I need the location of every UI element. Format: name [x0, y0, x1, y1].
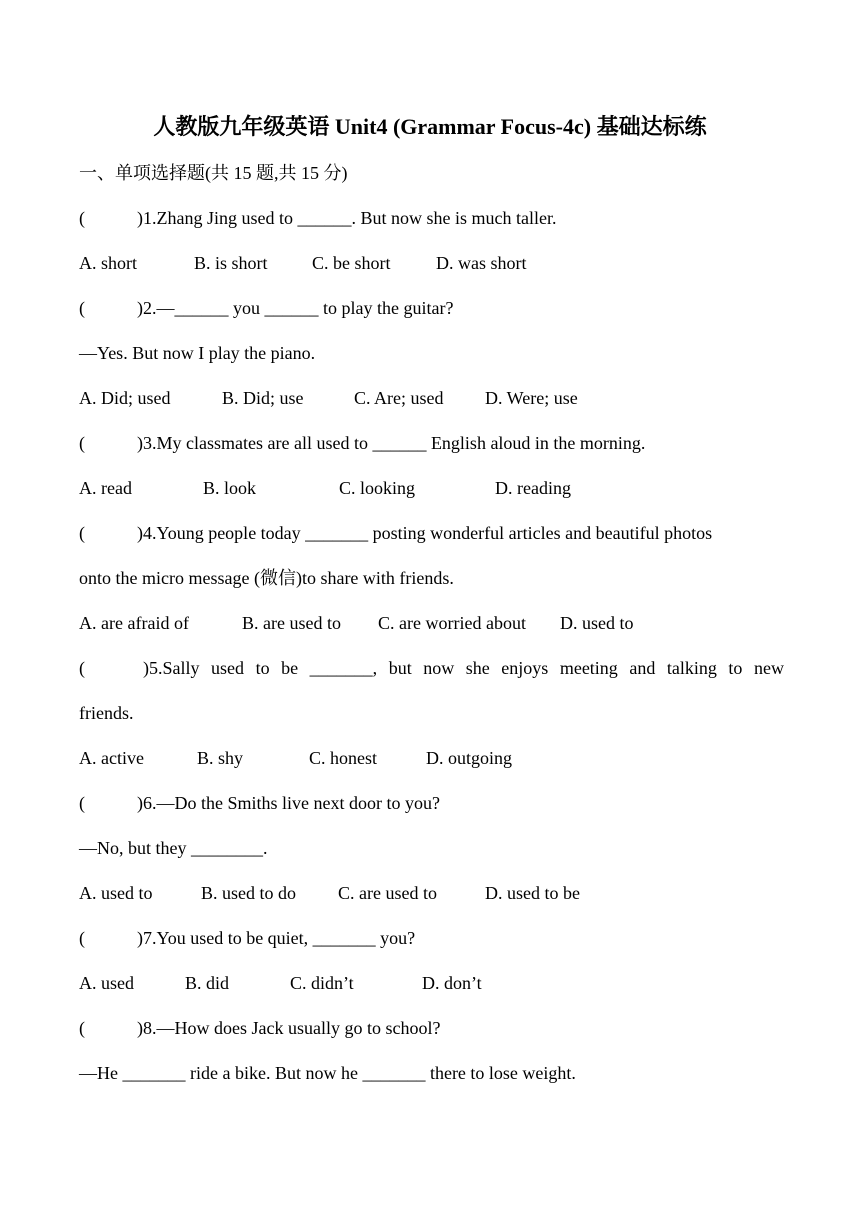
option-c: C. honest — [309, 748, 378, 768]
question-word: 5.Sally — [149, 658, 200, 678]
question-reply: —No, but they ________. — [79, 838, 268, 858]
option-b: B. Did; use — [222, 388, 304, 408]
question-1: ( ) 1.Zhang Jing used to ______. But now she is much taller. — [79, 205, 556, 231]
options-2 — [79, 385, 799, 411]
option-a: A. short — [79, 253, 137, 273]
question-stem: 4.Young people today _______ posting wonderful articles and beautiful photos — [143, 523, 713, 543]
option-d: D. don’t — [422, 973, 482, 993]
option-c: C. are used to — [338, 883, 437, 903]
question-stem: 3.My classmates are all used to ______ English aloud in the morning. — [143, 433, 646, 453]
question-7: ( ) 7.You used to be quiet, _______ you? — [79, 925, 415, 951]
options-1 — [79, 250, 799, 276]
question-word: talking — [666, 658, 717, 678]
option-a: A. used to — [79, 883, 153, 903]
option-c: C. looking — [339, 478, 416, 498]
question-word: _______, — [309, 658, 378, 678]
question-word: new — [753, 658, 784, 678]
option-d: D. used to — [560, 613, 634, 633]
question-stem-continued: friends. — [79, 703, 134, 723]
question-word: used — [211, 658, 245, 678]
question-word: and — [629, 658, 656, 678]
option-d: D. Were; use — [485, 388, 578, 408]
answer-blank-7[interactable]: ( — [79, 928, 85, 948]
answer-blank-1[interactable]: ( — [79, 208, 85, 228]
option-c: C. be short — [312, 253, 391, 273]
question-stem — [149, 655, 784, 681]
question-stem-continued: onto the micro message (微信)to share with friends. — [79, 568, 454, 588]
option-c: C. didn’t — [290, 973, 354, 993]
options-6 — [79, 880, 799, 906]
option-b: B. are used to — [242, 613, 341, 633]
option-a: A. active — [79, 748, 144, 768]
question-8: ( ) 8.—How does Jack usually go to school? — [79, 1015, 440, 1041]
option-b: B. did — [185, 973, 230, 993]
option-d: D. used to be — [485, 883, 580, 903]
answer-blank-2[interactable]: ( — [79, 298, 85, 318]
option-d: D. reading — [495, 478, 571, 498]
question-stem: 6.—Do the Smiths live next door to you? — [143, 793, 440, 813]
option-b: B. is short — [194, 253, 268, 273]
answer-blank-4[interactable]: ( — [79, 523, 85, 543]
page-title: 人教版九年级英语 Unit4 (Grammar Focus-4c) 基础达标练 — [153, 114, 707, 139]
question-2: ( ) 2.—______ you ______ to play the guitar? — [79, 295, 453, 321]
question-word: to — [255, 658, 270, 678]
options-3 — [79, 475, 799, 501]
option-b: B. shy — [197, 748, 244, 768]
question-stem: 7.You used to be quiet, _______ you? — [143, 928, 416, 948]
question-word: be — [281, 658, 299, 678]
options-7 — [79, 970, 799, 996]
question-word: meeting — [559, 658, 618, 678]
question-stem: 1.Zhang Jing used to ______. But now she is much taller. — [143, 208, 557, 228]
option-d: D. was short — [436, 253, 527, 273]
question-word: enjoys — [501, 658, 549, 678]
question-stem: 8.—How does Jack usually go to school? — [143, 1018, 441, 1038]
option-a: A. are afraid of — [79, 613, 189, 633]
question-reply: —Yes. But now I play the piano. — [79, 343, 316, 363]
question-word: but — [388, 658, 412, 678]
option-d: D. outgoing — [426, 748, 513, 768]
question-reply: —He _______ ride a bike. But now he _______ there to lose weight. — [79, 1063, 576, 1083]
question-4: ( ) 4.Young people today _______ posting wonderful articles and beautiful photos — [79, 520, 712, 546]
options-4 — [79, 610, 799, 636]
answer-blank-8[interactable]: ( — [79, 1018, 85, 1038]
question-6: ( ) 6.—Do the Smiths live next door to you? — [79, 790, 440, 816]
options-5 — [79, 745, 799, 771]
section-heading: 一、单项选择题(共 15 题,共 15 分) — [79, 163, 348, 183]
question-word: to — [728, 658, 743, 678]
answer-blank-3[interactable]: ( — [79, 433, 85, 453]
question-word: now — [423, 658, 455, 678]
answer-blank-5[interactable]: ( — [79, 658, 85, 678]
question-5: ( ) 5.Sally used to be _______, but now she enjoys meeting and talking to new — [79, 655, 784, 681]
option-a: A. used — [79, 973, 134, 993]
answer-blank-6[interactable]: ( — [79, 793, 85, 813]
option-b: B. used to do — [201, 883, 297, 903]
question-word: she — [465, 658, 490, 678]
option-a: A. read — [79, 478, 132, 498]
option-a: A. Did; used — [79, 388, 171, 408]
option-c: C. Are; used — [354, 388, 444, 408]
question-3: ( ) 3.My classmates are all used to ______ English aloud in the morning. — [79, 430, 645, 456]
option-c: C. are worried about — [378, 613, 526, 633]
question-stem: 2.—______ you ______ to play the guitar? — [143, 298, 454, 318]
option-b: B. look — [203, 478, 257, 498]
